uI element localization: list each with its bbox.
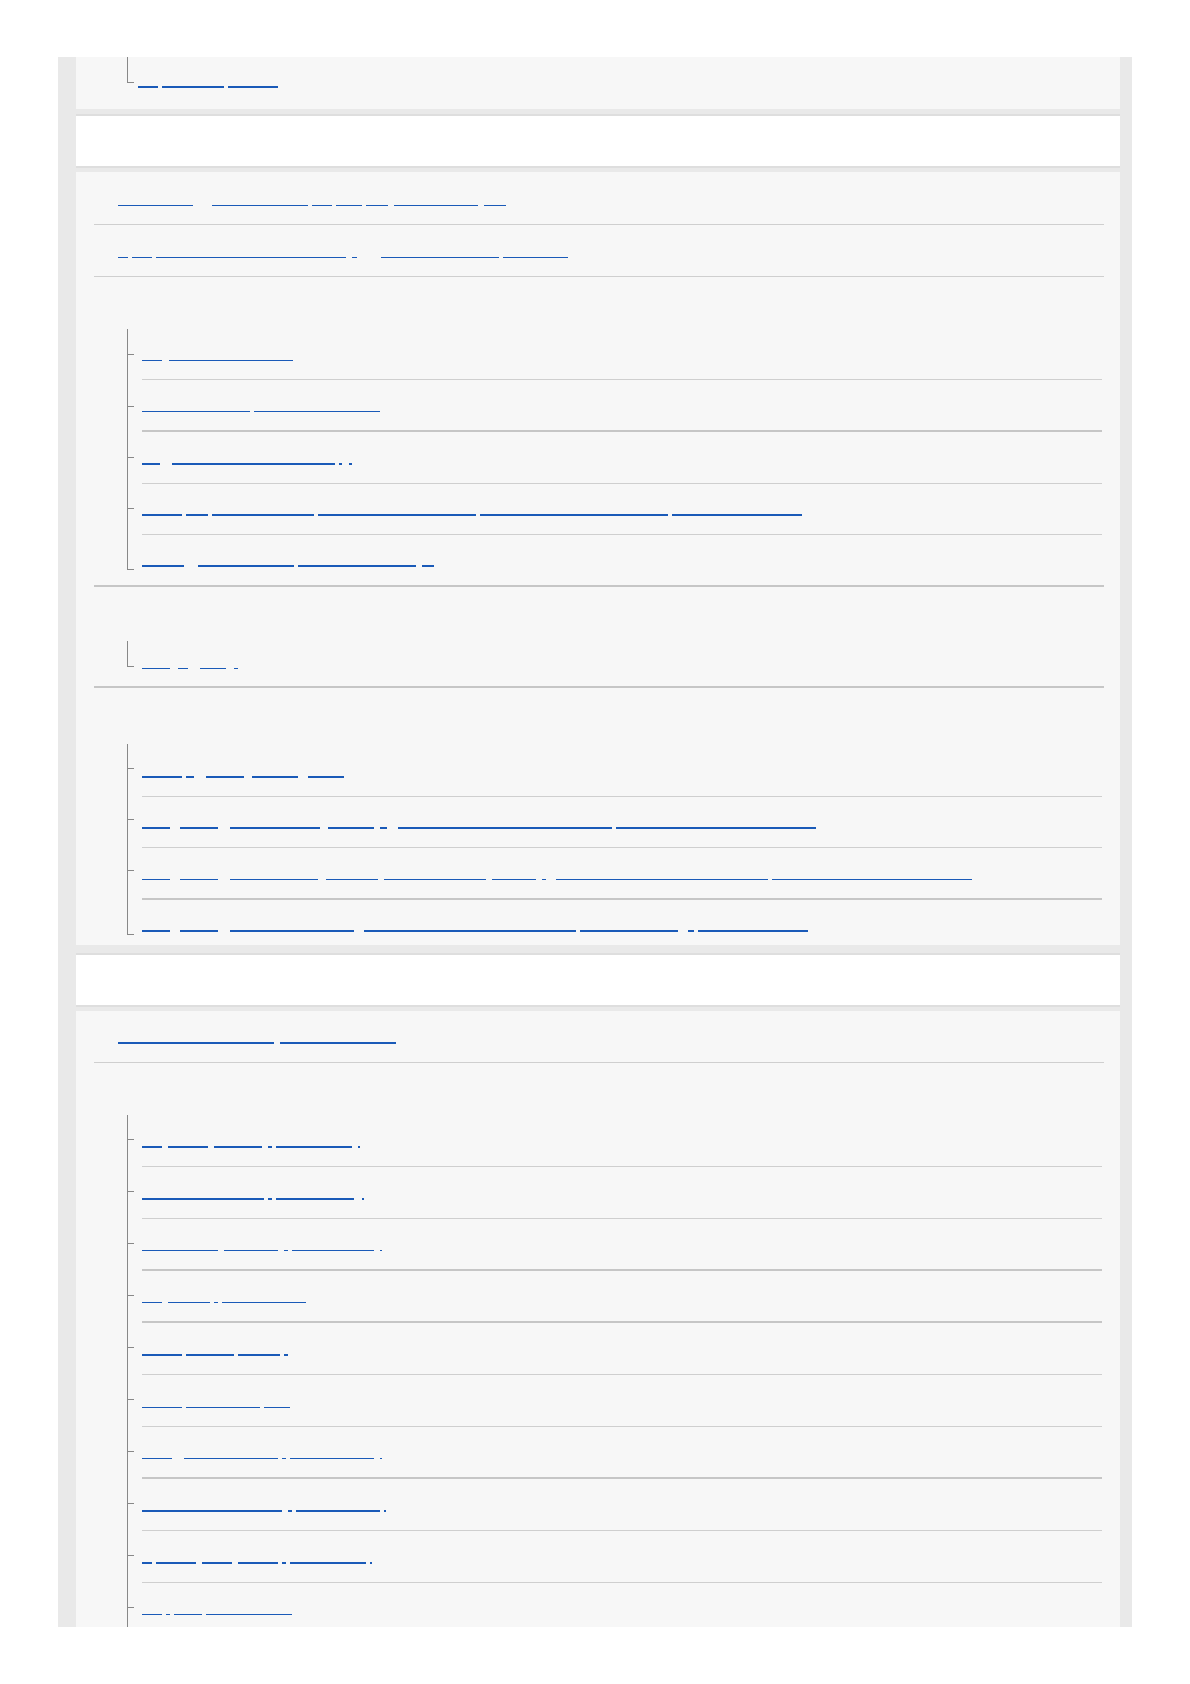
tree-tick bbox=[127, 768, 134, 769]
tree-line bbox=[127, 57, 128, 82]
tree-tick bbox=[127, 819, 134, 820]
toc-link[interactable] bbox=[138, 57, 1098, 105]
tree-tick bbox=[127, 508, 134, 509]
tree-tick bbox=[127, 1139, 134, 1140]
tree-tick bbox=[127, 1399, 134, 1400]
tree-tick bbox=[127, 457, 134, 458]
tree-tick bbox=[127, 1243, 134, 1244]
tree-tick bbox=[127, 1347, 134, 1348]
tree-tick bbox=[127, 1295, 134, 1296]
tree-line bbox=[127, 329, 128, 569]
toc-sub-link[interactable] bbox=[142, 1271, 1102, 1323]
toc-sub-link[interactable] bbox=[142, 1375, 1102, 1427]
tree-tick bbox=[127, 1555, 134, 1556]
tree-tick bbox=[127, 934, 134, 935]
toc-sub-link[interactable] bbox=[142, 432, 1102, 484]
toc-link[interactable] bbox=[94, 1011, 1104, 1063]
toc-sub-link[interactable] bbox=[142, 1167, 1102, 1219]
toc-card-top bbox=[76, 57, 1120, 109]
tree-tick bbox=[127, 1503, 134, 1504]
toc-card-bottom bbox=[76, 1011, 1120, 1627]
tree-tick bbox=[127, 406, 134, 407]
toc-sub-link[interactable] bbox=[142, 900, 1102, 950]
toc-sub-link[interactable] bbox=[142, 1219, 1102, 1271]
toc-sub-link[interactable] bbox=[142, 331, 1102, 380]
toc-sub-link[interactable] bbox=[142, 484, 1102, 535]
toc-card-main bbox=[76, 172, 1120, 945]
toc-link[interactable] bbox=[94, 225, 1104, 277]
toc-sub-link[interactable] bbox=[94, 535, 1104, 587]
tree-tick bbox=[127, 354, 134, 355]
toc-sub-link[interactable] bbox=[142, 848, 1102, 900]
toc-link[interactable] bbox=[94, 172, 1104, 225]
toc-sub-link[interactable] bbox=[142, 1531, 1102, 1583]
tree-tick bbox=[127, 1451, 134, 1452]
toc-sub-link[interactable] bbox=[142, 746, 1102, 797]
toc-sub-link[interactable] bbox=[142, 1427, 1102, 1479]
section-header-bar bbox=[76, 116, 1120, 166]
toc-sub-link[interactable] bbox=[142, 1323, 1102, 1375]
toc-sub-link[interactable] bbox=[142, 380, 1102, 432]
tree-tick bbox=[127, 870, 134, 871]
toc-sub-link[interactable] bbox=[94, 586, 1104, 688]
toc-sub-link[interactable] bbox=[142, 1115, 1102, 1167]
tree-line bbox=[127, 744, 128, 934]
toc-sub-link[interactable] bbox=[142, 1583, 1102, 1627]
section-header-bar bbox=[76, 955, 1120, 1005]
tree-tick bbox=[127, 82, 134, 83]
toc-sub-link[interactable] bbox=[142, 1479, 1102, 1531]
tree-tick bbox=[127, 1191, 134, 1192]
tree-tick bbox=[127, 1607, 134, 1608]
toc-sub-link[interactable] bbox=[142, 797, 1102, 848]
